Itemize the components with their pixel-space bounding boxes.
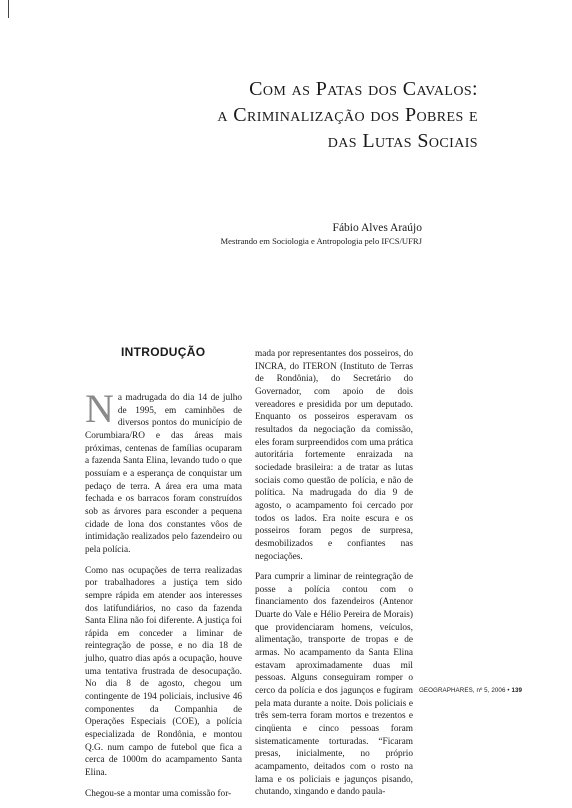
crop-mark: [8, 0, 9, 18]
title-line-3: das Lutas Sociais: [327, 130, 478, 152]
paragraph-5: Para cumprir a liminar de reintegração de posse a polícia contou com o financiamento dos fazendeiros (Antenor Duarte do Vale e Hélio Pereira de Morais) que providenciaram homens, veículos, alimentação, transporte de tropas e de armas. No acampamento da Santa Elina estavam aproximadamente duas mil pessoas. Alguns conseguiram romper o cerco da polícia e dos jagunços e fugiram pela mata durante a noite. Dois policiais e três sem-terra foram mortos e trezentos e cinqüenta e cinco pessoas foram sistematicamente torturadas. “Ficaram presas, inicialmente, no próprio acampamento, deitados com o rosto na lama e os policiais e jagunços pisando, chutando, xingando e dando paula-: [255, 572, 413, 798]
right-column: [255, 348, 413, 807]
left-column: [85, 344, 242, 808]
author-name: Fábio Alves Araújo: [332, 222, 422, 234]
title-line-2: a Criminalização dos Pobres e: [217, 104, 478, 126]
page-number: 139: [511, 687, 523, 694]
journal-info: GEOGRAPHARES, nº 5, 2006: [419, 687, 506, 694]
paragraph-4: mada por representantes dos posseiros, do INCRA, do ITERON (Instituto de Terras de Rondônia), do Secretário do Governador, com apoio de dois vereadores e presidida por um deputado. Enquanto os posseiros esperavam os resultados da negociação da comissão, eles foram surpreendidos com uma prática autoritária fortemente enraizada na sociedade brasileira: a de tratar as lutas sociais como questão de polícia, e não de política. Na madrugada do dia 9 de agosto, o acampamento foi cercado por todos os lados. Era noite escura e os posseiros foram pegos de surpresa, desmobilizados e confiantes nas negociações.: [255, 349, 413, 562]
page-footer: [419, 687, 522, 694]
paragraph-3: Chegou-se a montar uma comissão for-: [85, 788, 232, 799]
article-title: [80, 76, 478, 154]
paragraph-2: Como nas ocupações de terra realizadas por trabalhadores a justiça tem sido sempre rápida em atender aos interesses dos latifundiários, no caso da fazenda Santa Elina não foi diferente. A justiça foi rápida em conceder a liminar de reintegração de posse, e no dia 18 de julho, quatro dias após a ocupação, houve uma tentativa frustrada de desocupação. No dia 8 de agosto, chegou um contingente de 194 policiais, inclusive 46 componentes da Companhia de Operações Especiais (COE), a polícia especializada de Rondônia, e montou Q.G. num campo de futebol que fica a cerca de 1000m do acampamento Santa Elina.: [85, 565, 242, 779]
section-heading: INTRODUÇÃO: [121, 345, 206, 359]
drop-cap: N: [85, 386, 114, 431]
paragraph-1-text: a madrugada do dia 14 de julho de 1995, em caminhões de diversos pontos do município de Corumbiara/RO e das áreas mais próximas, centenas de famílias ocuparam a fazenda Santa Elina, levando tudo o que possuíam e a esperança de conquistar um pedaço de terra. A área era uma mata fechada e os barracos foram construídos sob as árvores para esconder a pequena cidade de lona dos constantes vôos de intimidação realizados pelo fazendeiro ou pela polícia.: [85, 393, 242, 555]
title-line-1: Com as Patas dos Cavalos:: [249, 78, 478, 100]
author-affiliation: Mestrando em Sociologia e Antropologia pelo IFCS/UFRJ: [220, 236, 422, 246]
footer-separator: •: [507, 687, 510, 694]
paragraph-1: [85, 386, 242, 557]
